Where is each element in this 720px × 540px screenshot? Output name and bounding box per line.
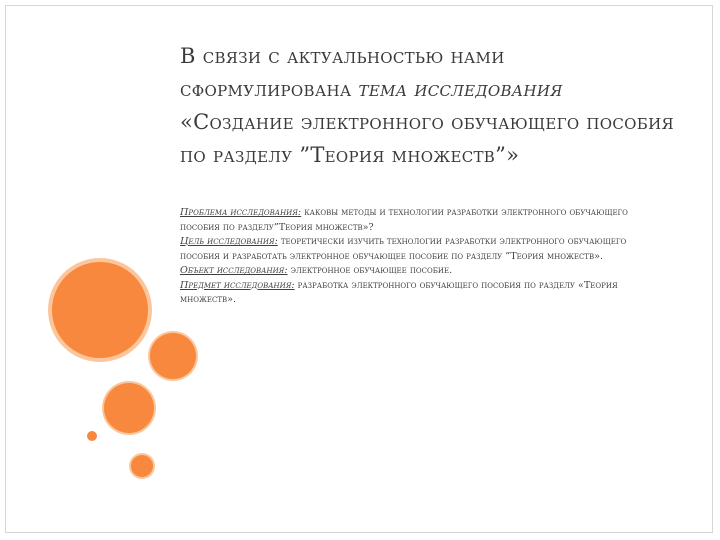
decor-circle-large xyxy=(52,262,148,358)
item-problem-text: каковы методы и технологии разработки электронного обучающего пособия по разделу”Теория множеств»? xyxy=(180,207,628,233)
slide-body xyxy=(180,206,650,308)
item-object-text: электронное обучающее пособие. xyxy=(287,265,453,276)
item-goal xyxy=(180,235,650,264)
item-subject-text: разработка электронного обучающего пособия по разделу «Теория множеств». xyxy=(180,279,618,305)
item-object xyxy=(180,264,650,279)
item-goal-text: теоретически изучить технологии разработки электронного обучающего пособия и разработать электронное обучающее пособие по разделу ”Теория множеств». xyxy=(180,236,627,262)
title-part-1: В связи с актуальностью нами сформулирована xyxy=(180,44,505,101)
decor-circle-tiny xyxy=(87,431,97,441)
title-part-3: «Создание электронного обучающего пособия по разделу ”Теория множеств”» xyxy=(180,110,674,167)
title-part-2: тема исследования xyxy=(358,77,563,101)
item-problem-label: Проблема исследования: xyxy=(180,207,302,218)
decor-circle-small xyxy=(131,455,153,477)
item-subject xyxy=(180,279,650,308)
slide-title xyxy=(180,40,680,172)
item-subject-label: Предмет исследования: xyxy=(180,279,295,291)
item-problem xyxy=(180,206,650,235)
decor-circle-top xyxy=(150,333,196,379)
item-goal-label: Цель исследования: xyxy=(180,236,278,247)
decor-circle-medium xyxy=(104,383,154,433)
item-object-label: Объект исследования: xyxy=(180,265,288,276)
